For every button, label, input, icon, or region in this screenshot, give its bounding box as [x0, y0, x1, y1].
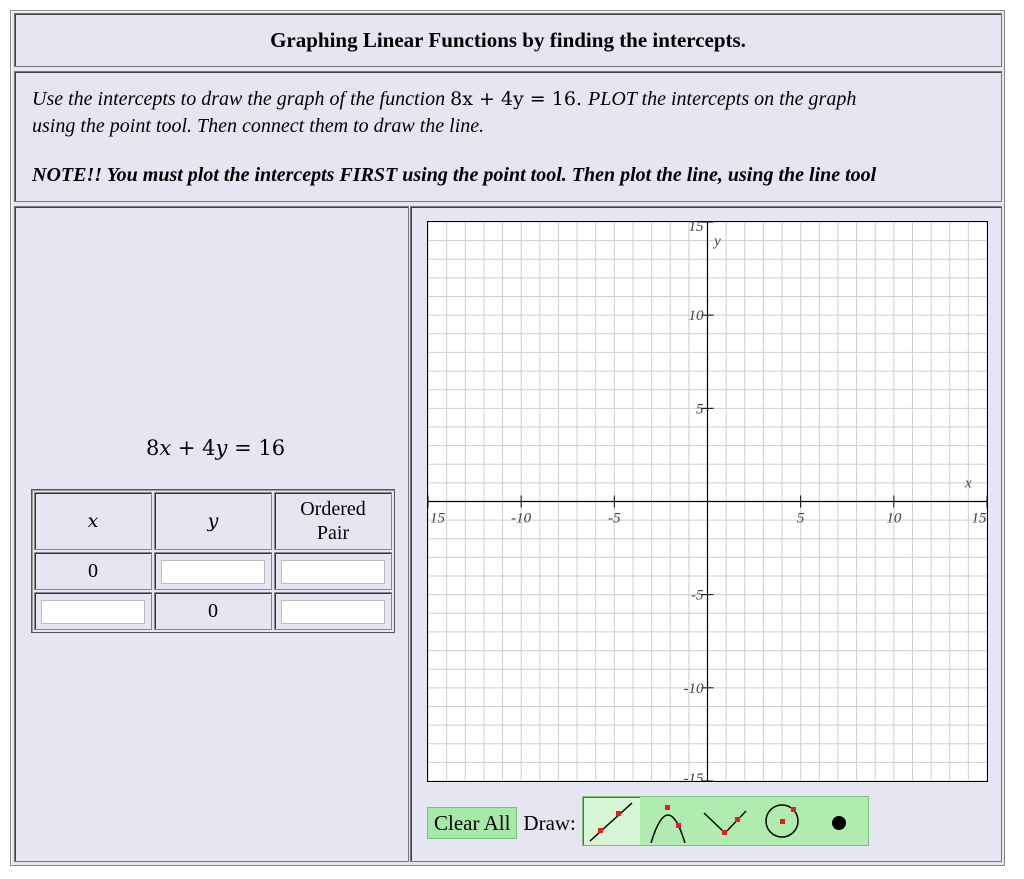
- draw-label: Draw:: [523, 810, 576, 835]
- x-tick-label: 5: [796, 510, 805, 527]
- absolute-value-icon: [700, 799, 750, 843]
- clear-all-button[interactable]: Clear All: [427, 807, 517, 839]
- eq-var-y: y: [215, 436, 228, 460]
- absolute-value-tool-button[interactable]: [697, 797, 754, 845]
- row2-x-cell: [34, 592, 152, 630]
- draw-toolbar: [427, 801, 869, 845]
- instruction-line-1: [32, 88, 856, 111]
- eq-operator: + 4: [171, 436, 216, 460]
- x-tick-label: 15: [971, 510, 987, 527]
- x-tick-label: 15: [430, 510, 445, 527]
- row1-x-cell: 0: [34, 552, 152, 590]
- table-row: [34, 552, 392, 590]
- row1-pair-cell: [274, 552, 392, 590]
- point-icon: [814, 799, 864, 843]
- x-tick-label: -10: [511, 510, 532, 527]
- instruction-punct: .: [575, 88, 589, 110]
- header-pair-line1: Ordered: [300, 498, 366, 520]
- x-tick-label: -5: [608, 510, 621, 527]
- header-y: y: [154, 492, 272, 550]
- y-tick-label: -10: [683, 680, 704, 697]
- tool-palette: [582, 796, 869, 846]
- page-title: [14, 13, 1002, 67]
- eq-rhs: = 16: [227, 436, 286, 460]
- equation-display: [146, 436, 285, 460]
- circle-tool-button[interactable]: [754, 797, 811, 845]
- instruction-text-end: the intercepts on the graph: [636, 88, 857, 110]
- eq-var-x: x: [159, 436, 172, 460]
- coordinate-grid[interactable]: [428, 222, 987, 781]
- y-tick-label: 10: [688, 308, 704, 325]
- instruction-equation: 8x + 4y = 16: [450, 88, 576, 110]
- y-tick-label: 5: [696, 401, 704, 418]
- row1-y-cell: [154, 552, 272, 590]
- circle-icon: [757, 799, 807, 843]
- parabola-icon: [643, 799, 693, 843]
- row2-pair-input[interactable]: [281, 600, 385, 624]
- row2-pair-cell: [274, 592, 392, 630]
- x-axis-label: x: [965, 475, 972, 492]
- instruction-text: Use the intercepts to draw the graph of the function: [32, 88, 451, 110]
- instruction-plot: PLOT: [588, 88, 637, 110]
- instructions-box: [14, 71, 1002, 202]
- instruction-line-2: using the point tool. Then connect them to draw the line.: [32, 115, 485, 137]
- y-axis-label: y: [714, 233, 721, 250]
- row2-x-input[interactable]: [41, 600, 145, 624]
- line-icon: [586, 799, 636, 843]
- eq-coefficient: 8: [146, 436, 160, 460]
- title-text: Graphing Linear Functions by finding the intercepts.: [270, 27, 746, 52]
- line-tool-button[interactable]: [583, 797, 640, 845]
- intercept-table: [31, 489, 395, 633]
- table-row: [34, 592, 392, 630]
- header-pair-line2: Pair: [316, 522, 350, 544]
- row2-y-cell: 0: [154, 592, 272, 630]
- row1-pair-input[interactable]: [281, 560, 385, 584]
- y-tick-label: -5: [691, 587, 704, 604]
- table-header-row: [34, 492, 392, 550]
- x-tick-label: 10: [886, 510, 902, 527]
- y-tick-label: -15: [683, 771, 704, 781]
- y-tick-label: 15: [688, 222, 704, 235]
- header-ordered-pair: [274, 492, 392, 550]
- parabola-tool-button[interactable]: [640, 797, 697, 845]
- point-tool-button[interactable]: [811, 797, 868, 845]
- instruction-note: NOTE!! You must plot the intercepts FIRST using the point tool. Then plot the line, using the line tool: [32, 164, 877, 186]
- row1-y-input[interactable]: [161, 560, 265, 584]
- header-x: x: [34, 492, 152, 550]
- graph-canvas[interactable]: [427, 221, 988, 782]
